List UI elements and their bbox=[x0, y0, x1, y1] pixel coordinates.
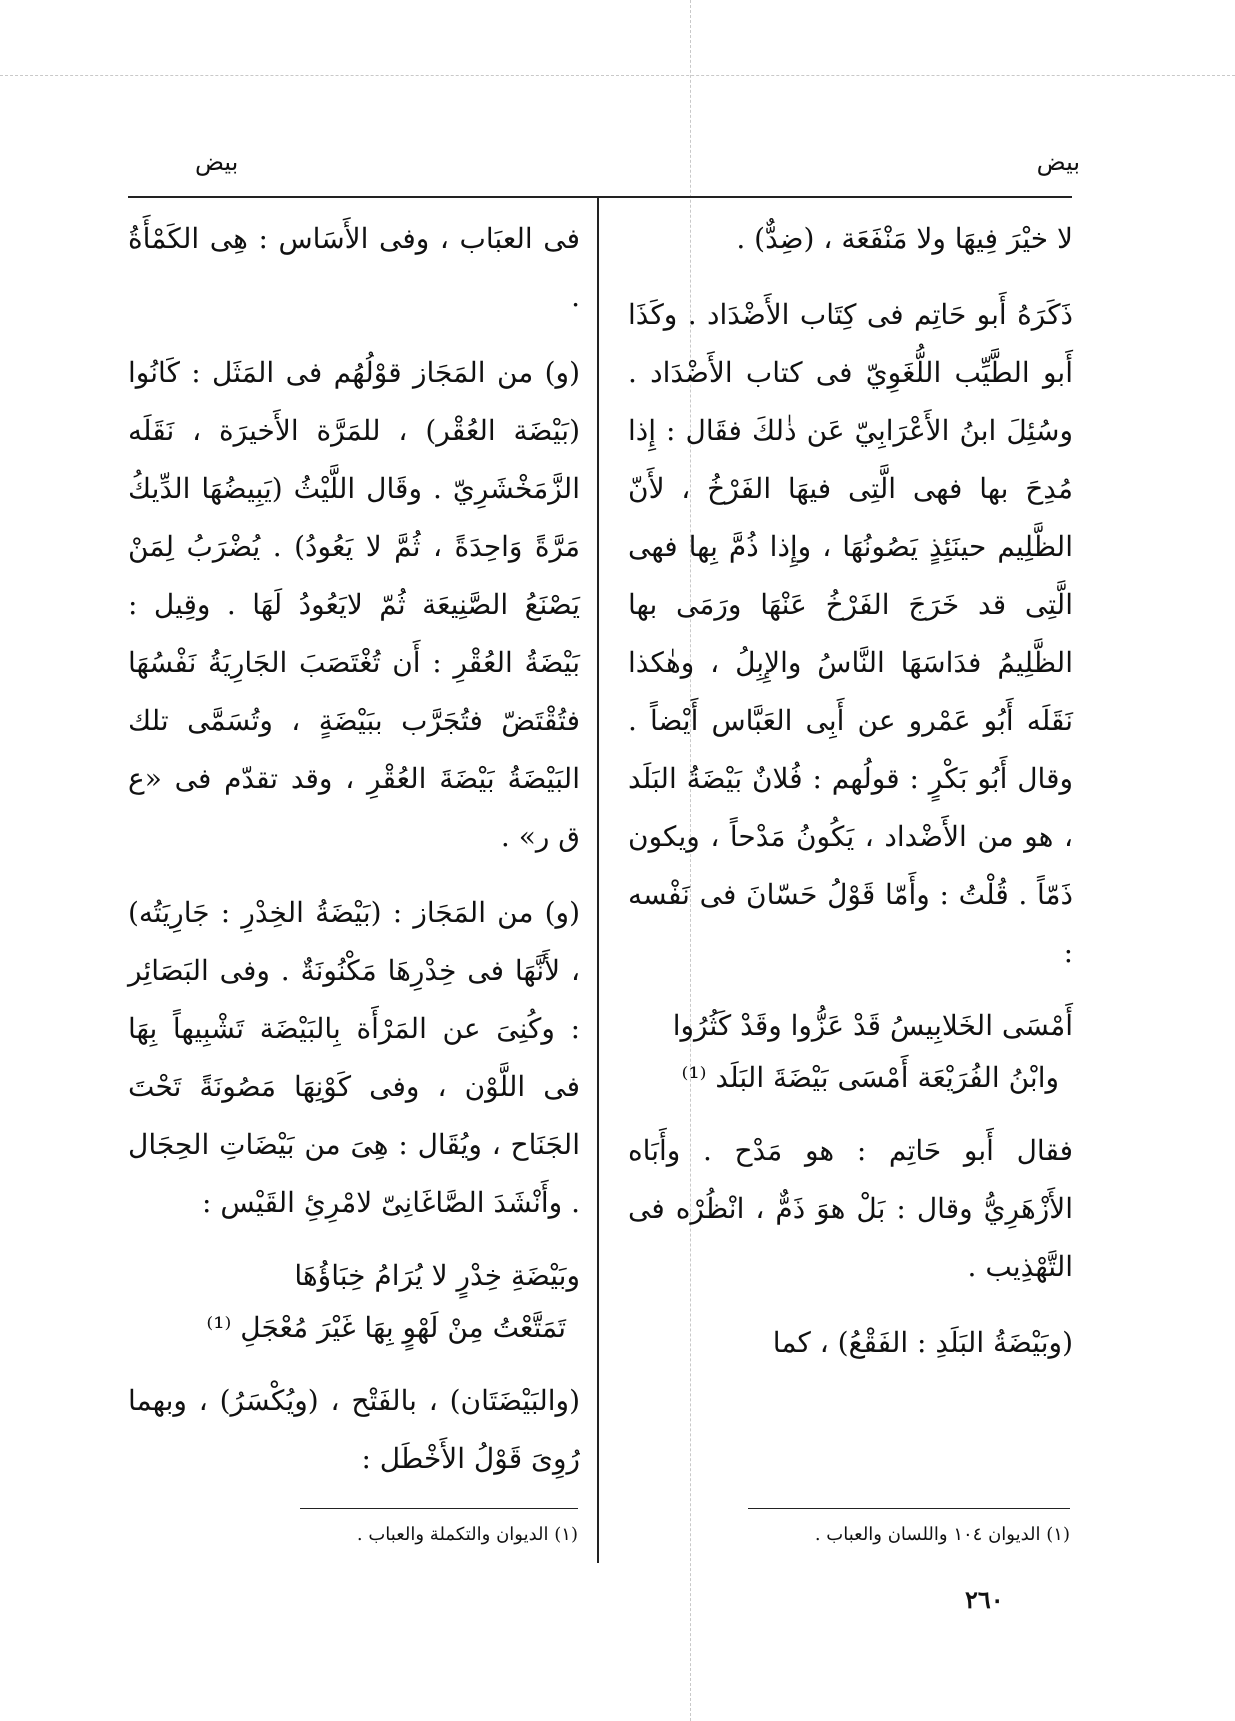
header-rule bbox=[128, 196, 1072, 198]
verse-line: وابْنُ الفُرَيْعَة أَمْسَى بَيْضَةَ البَلَد ⁽¹⁾ bbox=[681, 1061, 1059, 1094]
running-head-left: بيض bbox=[195, 148, 239, 176]
left-column bbox=[128, 210, 580, 1506]
paragraph: ذَكَرَهُ أَبو حَاتِم فى كِتَاب الأَضْدَاد . وكَذَا أَبو الطَّيِّب اللُّغَوِيّ فى كتاب الأَضْدَاد . وسُئِلَ ابنُ الأَعْرَابِيّ عَن ذٰلكَ فقَال : إِذا مُدِحَ بها فهى الَّتِى فيهَا الفَرْخُ ، لأَنّ الظَّلِيم حينَئِذٍ يَصُونُهَا ، وإِذا ذُمَّ بِها فهى الَّتِى قد خَرَجَ الفَرْخُ عَنْهَا ورَمَى بها الظَّلِيمُ فدَاسَهَا النَّاسُ والإِبِلُ ، وهٰكذا نَقَلَه أَبُو عَمْرو عن أَبِى العَبَّاس أَيْضاً . وقال أَبُو بَكْرٍ : قولُهم : فُلانٌ بَيْضَةُ البَلَد ، هو من الأَضْداد ، يَكُونُ مَدْحاً ، ويكون ذَمّاً . قُلْتُ : وأَمّا قَوْلُ حَسّانَ فى نَفْسه : bbox=[628, 298, 1073, 969]
footnote: (١) الديوان ١٠٤ واللسان والعباب . bbox=[814, 1524, 1070, 1545]
verse-line: أَمْسَى الخَلابِيسُ قَدْ عَزُّوا وقَدْ كَثُرُوا bbox=[672, 1009, 1073, 1042]
footnote-rule bbox=[300, 1508, 578, 1509]
column-divider bbox=[597, 198, 599, 1563]
paragraph: (والبَيْضَتَان) ، بالفَتْح ، (ويُكْسَرُ) ، وبهما رُوِىَ قَوْلُ الأَخْطَل : bbox=[128, 1384, 580, 1475]
paragraph: لا خيْرَ فِيهَا ولا مَنْفَعَة ، (ضِدٌّ) . bbox=[736, 222, 1073, 255]
running-head-right: بيض bbox=[1036, 148, 1080, 176]
paragraph: فقال أَبو حَاتِم : هو مَدْح . وأَبَاه الأَزْهَرِيُّ وقال : بَلْ هوَ ذَمٌّ ، انْظُرْه فى التَّهْذِيب . bbox=[628, 1134, 1073, 1283]
paragraph: فى العبَاب ، وفى الأَسَاس : هِى الكَمْأَةُ . bbox=[128, 222, 580, 313]
verse-line: وبَيْضَةِ خِدْرٍ لا يُرَامُ خِبَاؤُهَا bbox=[294, 1259, 580, 1292]
paragraph: (وبَيْضَةُ البَلَدِ : الفَقْعُ) ، كما bbox=[772, 1326, 1073, 1359]
footnote-rule bbox=[748, 1508, 1070, 1509]
paragraph: (و) من المَجَاز : (بَيْضَةُ الخِدْرِ : جَارِيَتُه) ، لأَنَّهَا فى خِدْرِهَا مَكْنُونَةٌ . وفى البَصَائِر : وكُنِىَ عن المَرْأَة بِالبَيْضَة تَشْبِيهاً بِهَا فى اللَّوْن ، وفى كَوْنِهَا مَصُونَةً تَحْتَ الجَنَاح ، ويُقَال : هِىَ من بَيْضَاتِ الحِجَال . وأَنْشَدَ الصَّاغَانِىّ لامْرِئِ القَيْس : bbox=[128, 896, 580, 1219]
footnote: (١) الديوان والتكملة والعباب . bbox=[356, 1524, 578, 1545]
verse-line: تَمَتَّعْتُ مِنْ لَهْوٍ بِهَا غَيْرَ مُعْجَلِ ⁽¹⁾ bbox=[206, 1311, 566, 1344]
scan-fold-line bbox=[0, 75, 1235, 76]
page-number: ٢٦٠ bbox=[965, 1585, 1004, 1614]
poetry-verse bbox=[128, 1250, 580, 1354]
right-column bbox=[628, 210, 1073, 1390]
paragraph: (و) من المَجَاز قوْلُهُم فى المَثَل : كَانُوا (بَيْضَة العُقْر) ، للمَرَّة الأَخيرَة ، نَقَلَه الزَّمَخْشَرِيّ . وقَال اللَّيْثُ (يَبِيضُهَا الدِّيكُ مَرَّةً وَاحِدَةً ، ثُمَّ لا يَعُودُ) . يُضْرَبُ لِمَنْ يَصْنَعُ الصَّنِيعَة ثُمّ لايَعُودُ لَهَا . وقِيل : بَيْضَةُ العُقْرِ : أَن تُغْتَصَبَ الجَارِيَةُ نَفْسُهَا فتُقْتَضّ فتُجَرَّب ببَيْضَةٍ ، وتُسَمَّى تلك البَيْضَةُ بَيْضَةَ العُقْرِ ، وقد تقدّم فى «ع ق ر» . bbox=[128, 356, 580, 853]
poetry-verse bbox=[628, 1000, 1073, 1104]
